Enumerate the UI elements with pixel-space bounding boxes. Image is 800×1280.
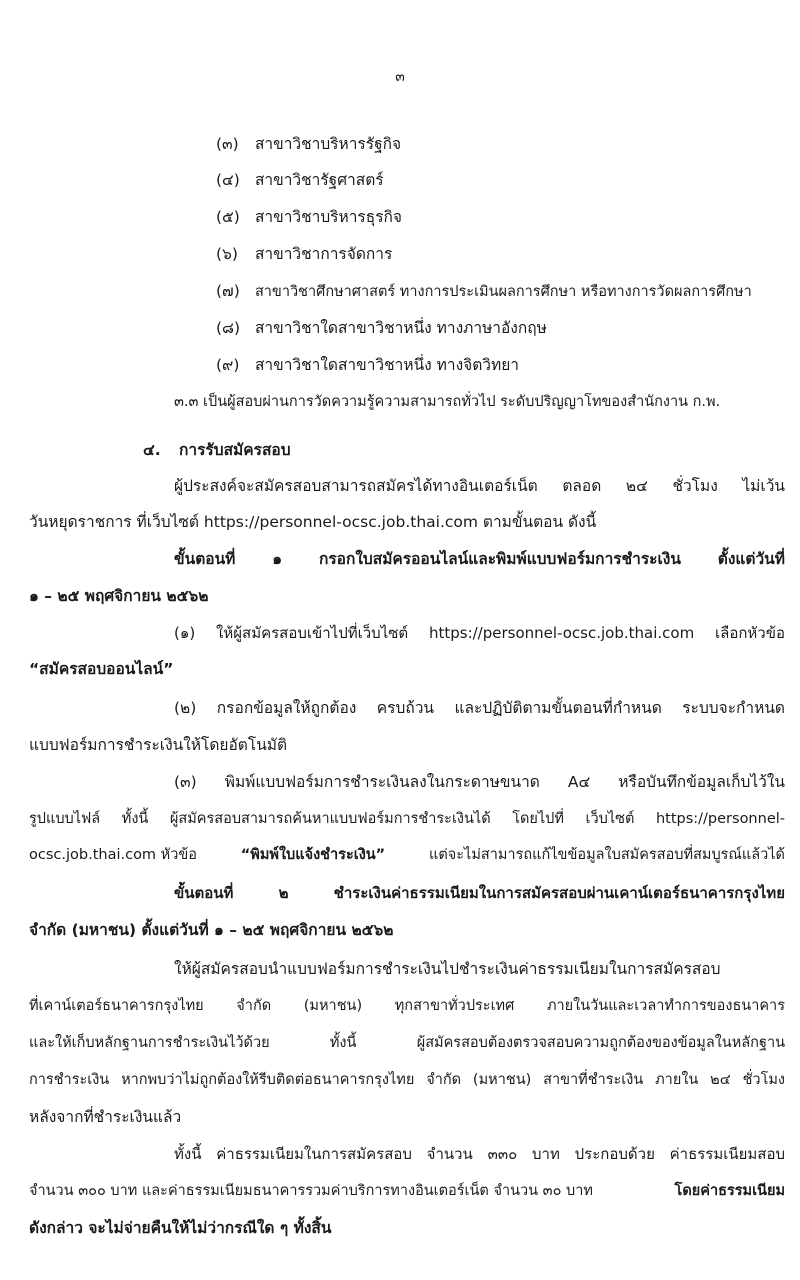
list-item-number: (๔) <box>216 171 240 189</box>
paragraph-line: (๓) พิมพ์แบบฟอร์มการชำระเงินลงในกระดาษขนาด A๔ หรือบันทึกข้อมูลเก็บไว้ใน <box>174 773 785 791</box>
paragraph-line: (๑) ให้ผู้สมัครสอบเข้าไปที่เว็บไซต์ https://personnel-ocsc.job.thai.com เลือกหัวข้อ <box>174 624 785 642</box>
list-item-text: สาขาวิชารัฐศาสตร์ <box>254 171 384 189</box>
list-item <box>216 242 392 266</box>
list-item <box>216 132 401 156</box>
paragraph-line: แบบฟอร์มการชำระเงินให้โดยอัตโนมัติ <box>29 736 288 754</box>
paragraph-line: ผู้ประสงค์จะสมัครสอบสามารถสมัครได้ทางอินเตอร์เน็ต ตลอด ๒๔ ชั่วโมง ไม่เว้น <box>174 477 785 495</box>
paragraph-line: รูปแบบไฟล์ ทั้งนี้ ผู้สมัครสอบสามารถค้นหาแบบฟอร์มการชำระเงินได้ โดยไปที่ เว็บไซต์ https://personnel- <box>29 811 785 827</box>
paragraph-line: การชำระเงิน หากพบว่าไม่ถูกต้องให้รีบติดต่อธนาคารกรุงไทย จำกัด (มหาชน) สาขาที่ชำระเงิน ภายใน ๒๔ ชั่วโมง <box>29 1072 785 1088</box>
text-segment: จำนวน ๓๐๐ บาท และค่าธรรมเนียมธนาคารรวมค่าบริการทางอินเตอร์เน็ต จำนวน ๓๐ บาท <box>29 1183 593 1199</box>
text-segment: แต่จะไม่สามารถแก้ไขข้อมูลใบสมัครสอบที่สมบูรณ์แล้วได้ <box>428 847 785 863</box>
qualification-3-3: ๓.๓ เป็นผู้สอบผ่านการวัดความรู้ความสามารถทั่วไป ระดับปริญญาโทของสำนักงาน ก.พ. <box>174 394 721 410</box>
step-heading: ขั้นตอนที่ ๒ ชำระเงินค่าธรรมเนียมในการสมัครสอบผ่านเคาน์เตอร์ธนาคารกรุงไทย <box>174 884 785 902</box>
paragraph-line: ให้ผู้สมัครสอบนำแบบฟอร์มการชำระเงินไปชำระเงินค่าธรรมเนียมในการสมัครสอบ <box>174 960 721 978</box>
list-item <box>216 205 402 229</box>
list-item-text: สาขาวิชาบริหารธุรกิจ <box>254 208 402 226</box>
menu-reference: “พิมพ์ใบแจ้งชำระเงิน” <box>240 847 386 863</box>
paragraph-line: วันหยุดราชการ ที่เว็บไซต์ https://personnel-ocsc.job.thai.com ตามขั้นตอน ดังนี้ <box>29 513 597 531</box>
text-segment-bold: โดยค่าธรรมเนียม <box>674 1183 785 1199</box>
page-number: ๓ <box>395 69 405 85</box>
step-heading: จำกัด (มหาชน) ตั้งแต่วันที่ ๑ – ๒๕ พฤศจิกายน ๒๕๖๒ <box>29 921 394 939</box>
list-item-number: (๓) <box>216 135 239 153</box>
list-item-number: (๙) <box>216 356 240 374</box>
text-segment: ocsc.job.thai.com หัวข้อ <box>29 847 197 863</box>
section-number: ๔. <box>143 441 161 459</box>
list-item <box>216 279 752 304</box>
step-heading: ขั้นตอนที่ ๑ กรอกใบสมัครออนไลน์และพิมพ์แบบฟอร์มการชำระเงิน ตั้งแต่วันที่ <box>174 550 785 568</box>
list-item-text: สาขาวิชาบริหารรัฐกิจ <box>254 135 402 153</box>
paragraph-line: “สมัครสอบออนไลน์” <box>29 660 174 678</box>
list-item-number: (๕) <box>216 208 240 226</box>
paragraph-line: (๒) กรอกข้อมูลให้ถูกต้อง ครบถ้วน และปฏิบัติตามขั้นตอนที่กำหนด ระบบจะกำหนด <box>174 699 785 717</box>
paragraph-line: และให้เก็บหลักฐานการชำระเงินไว้ด้วย ทั้งนี้ ผู้สมัครสอบต้องตรวจสอบความถูกต้องของข้อมูลในหลักฐาน <box>29 1035 785 1051</box>
step-heading: ๑ – ๒๕ พฤศจิกายน ๒๕๖๒ <box>29 587 209 605</box>
paragraph-line: ทั้งนี้ ค่าธรรมเนียมในการสมัครสอบ จำนวน ๓๓๐ บาท ประกอบด้วย ค่าธรรมเนียมสอบ <box>174 1145 785 1163</box>
list-item <box>216 316 547 340</box>
paragraph-line <box>29 843 785 867</box>
list-item-number: (๘) <box>216 319 241 337</box>
paragraph-line: ที่เคาน์เตอร์ธนาคารกรุงไทย จำกัด (มหาชน) ทุกสาขาทั่วประเทศ ภายในวันและเวลาทำการของธนาคาร <box>29 998 785 1014</box>
list-item <box>216 353 519 377</box>
section-title: การรับสมัครสอบ <box>179 441 291 459</box>
paragraph-line <box>29 1179 785 1203</box>
paragraph-line: ดังกล่าว จะไม่จ่ายคืนให้ไม่ว่ากรณีใด ๆ ทั้งสิ้น <box>29 1219 332 1237</box>
list-item-text: สาขาวิชาศึกษาศาสตร์ ทางการประเมินผลการศึกษา หรือทางการวัดผลการศึกษา <box>254 284 752 300</box>
list-item-number: (๗) <box>216 282 240 300</box>
list-item <box>216 168 384 192</box>
list-item-text: สาขาวิชาการจัดการ <box>254 245 393 263</box>
list-item-text: สาขาวิชาใดสาขาวิชาหนึ่ง ทางภาษาอังกฤษ <box>254 319 547 337</box>
list-item-text: สาขาวิชาใดสาขาวิชาหนึ่ง ทางจิตวิทยา <box>254 356 520 374</box>
paragraph-line: หลังจากที่ชำระเงินแล้ว <box>29 1108 182 1126</box>
list-item-number: (๖) <box>216 245 238 263</box>
